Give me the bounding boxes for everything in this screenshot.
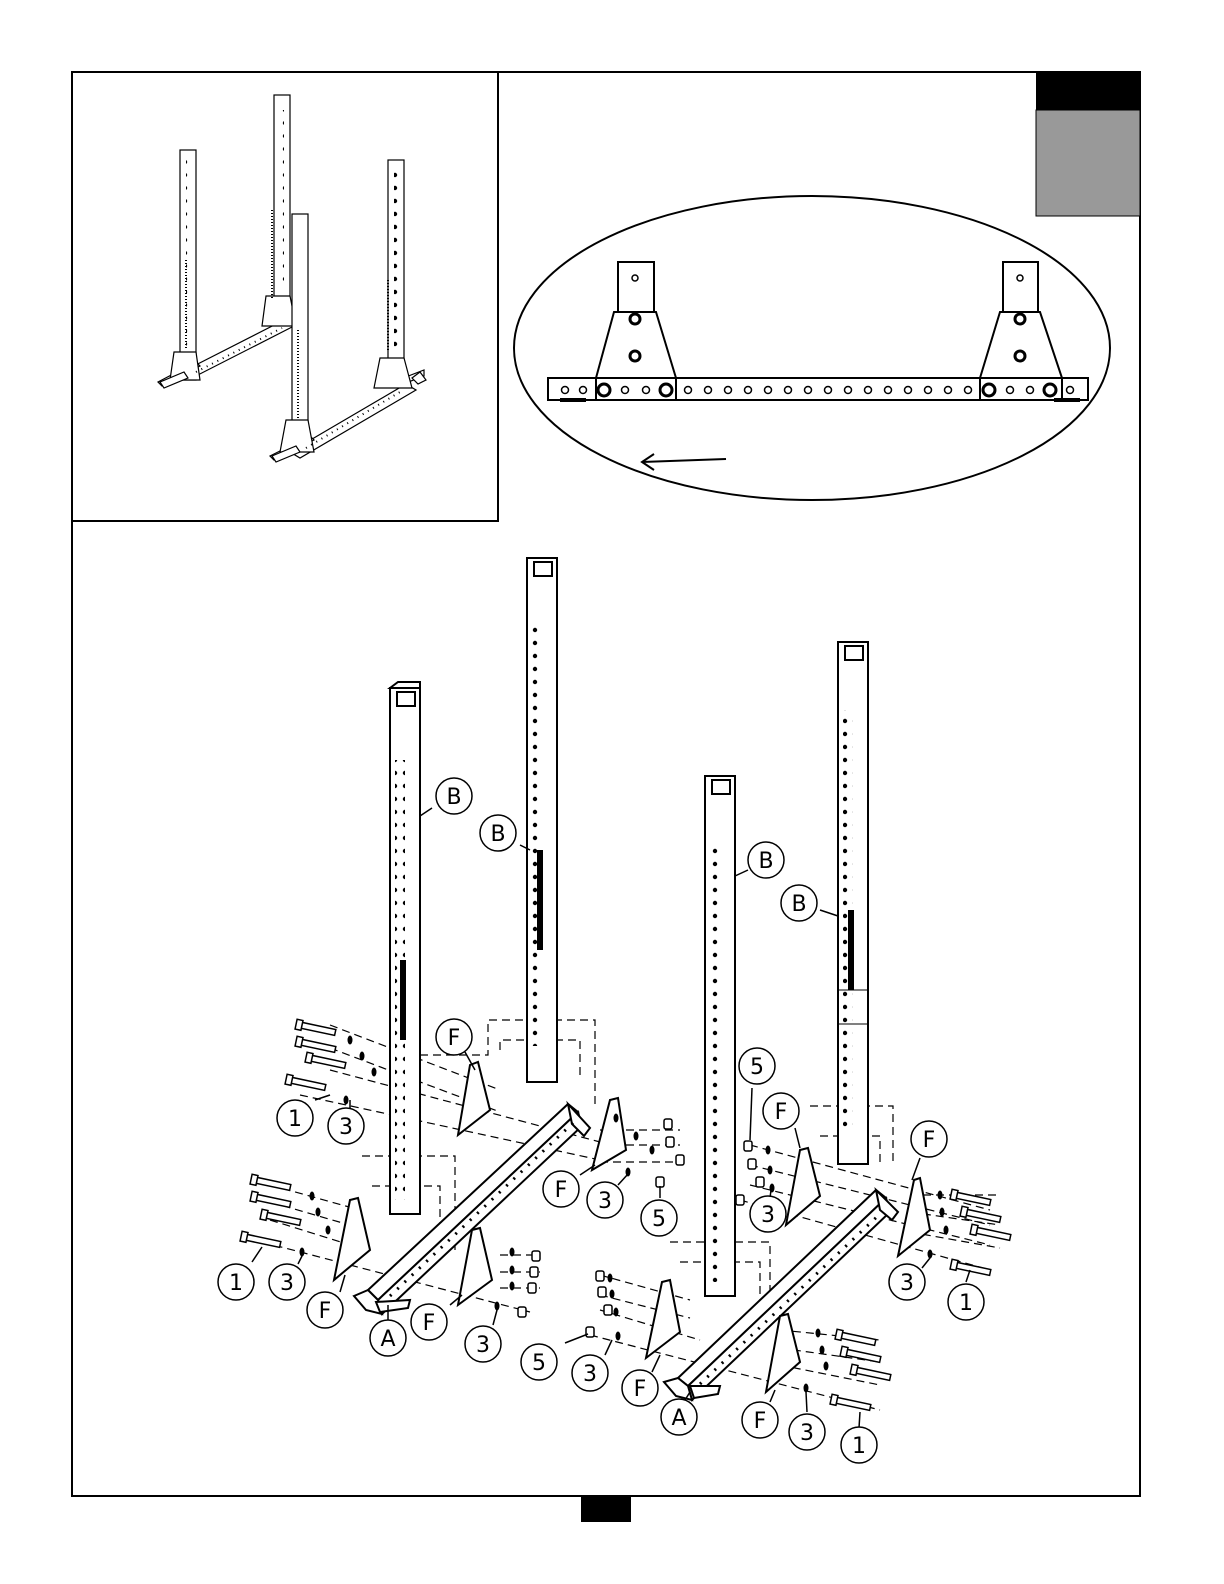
bolt-icon <box>950 1259 991 1277</box>
callout-n3g <box>889 1258 930 1300</box>
page-number-tab <box>581 1496 631 1522</box>
washer-icon <box>510 1266 515 1275</box>
callout-label: B <box>446 785 462 810</box>
left-arrow-icon <box>642 454 726 470</box>
washer-icon <box>766 1146 771 1155</box>
washer-icon <box>614 1308 619 1317</box>
callout-label: 1 <box>959 1291 973 1316</box>
washer-icon <box>816 1329 821 1338</box>
washer-icon <box>940 1208 945 1217</box>
callout-label: 5 <box>532 1351 546 1376</box>
callout-label: 1 <box>852 1434 866 1459</box>
callout-label: 3 <box>339 1115 353 1140</box>
detail-right-upright <box>1003 262 1038 312</box>
callout-label: F <box>422 1311 436 1336</box>
washer-icon <box>510 1248 515 1257</box>
callout-label: A <box>671 1406 687 1431</box>
callout-label: 3 <box>583 1362 597 1387</box>
bolt-icon <box>830 1394 871 1412</box>
washer-icon <box>344 1096 349 1105</box>
callout-label: 3 <box>800 1421 814 1446</box>
callout-b4 <box>781 885 838 921</box>
callout-b1 <box>420 778 472 816</box>
callout-label: 1 <box>288 1107 302 1132</box>
callout-f1 <box>436 1019 475 1070</box>
detail-left-gusset <box>596 312 676 378</box>
callout-n3e <box>572 1340 612 1391</box>
callout-label: F <box>447 1026 461 1051</box>
washer-icon <box>634 1132 639 1141</box>
washer-icon <box>310 1192 315 1201</box>
bolt-icon <box>305 1052 346 1070</box>
nut-icon <box>518 1307 526 1317</box>
callout-b3 <box>735 842 784 878</box>
nut-icon <box>532 1251 540 1261</box>
nut-icon <box>756 1177 764 1187</box>
washer-icon <box>372 1068 377 1077</box>
nut-icon <box>676 1155 684 1165</box>
washer-icon <box>614 1114 619 1123</box>
washer-icon <box>944 1226 949 1235</box>
callout-n3a <box>328 1100 364 1144</box>
post-hole-columns <box>395 626 854 1282</box>
callout-n1b <box>218 1247 262 1300</box>
washer-icon <box>928 1250 933 1259</box>
bolt-icon <box>295 1019 336 1037</box>
callout-label: 3 <box>900 1271 914 1296</box>
callout-n1a <box>277 1095 330 1136</box>
callout-label: F <box>633 1377 647 1402</box>
washer-icon <box>610 1290 615 1299</box>
callout-label: A <box>380 1327 396 1352</box>
callout-label: F <box>753 1409 767 1434</box>
bolt-icon <box>850 1364 891 1382</box>
callout-f7 <box>622 1355 660 1406</box>
washer-icon <box>820 1346 825 1355</box>
nut-icon <box>604 1305 612 1315</box>
callout-label: F <box>318 1299 332 1324</box>
washer-icon <box>316 1208 321 1217</box>
callout-label: B <box>758 849 774 874</box>
washer-icon <box>510 1282 515 1291</box>
detail-view <box>514 196 1110 500</box>
callout-n5a <box>641 1186 677 1236</box>
washer-icon <box>326 1226 331 1235</box>
washer-icon <box>300 1248 305 1257</box>
bolt-icon <box>970 1224 1011 1242</box>
washer-icon <box>360 1052 365 1061</box>
callout-label: 3 <box>476 1333 490 1358</box>
callout-label: 3 <box>761 1203 775 1228</box>
bolt-icon <box>240 1231 281 1249</box>
step-tab <box>1036 72 1140 216</box>
callout-label: 5 <box>652 1207 666 1232</box>
nut-icon <box>596 1271 604 1281</box>
nut-icon <box>748 1159 756 1169</box>
callout-b2 <box>480 815 530 851</box>
callout-n5c <box>739 1048 775 1140</box>
bolt-icon <box>285 1074 326 1092</box>
detail-right-gusset <box>980 312 1062 378</box>
bolt-icon <box>840 1346 881 1364</box>
washer-icon <box>348 1036 353 1045</box>
callout-n3f <box>750 1190 786 1232</box>
nut-icon <box>586 1327 594 1337</box>
washer-icon <box>608 1274 613 1283</box>
assembled-overview-illustration <box>158 95 426 462</box>
bolt-icon <box>250 1191 291 1209</box>
callout-label: 3 <box>280 1271 294 1296</box>
nut-icon <box>656 1177 664 1187</box>
callout-label: F <box>554 1178 568 1203</box>
nut-icon <box>744 1141 752 1151</box>
washer-icon <box>804 1384 809 1393</box>
washer-icon <box>768 1166 773 1175</box>
callout-f8 <box>742 1390 778 1438</box>
callout-label: B <box>791 892 807 917</box>
callout-label: 5 <box>750 1055 764 1080</box>
callout-f5 <box>763 1093 800 1148</box>
bolt-icon <box>260 1209 301 1227</box>
callout-f4 <box>411 1295 462 1340</box>
callout-label: 1 <box>229 1271 243 1296</box>
callout-label: F <box>774 1100 788 1125</box>
nut-icon <box>528 1283 536 1293</box>
callout-n1c <box>948 1270 984 1320</box>
washer-icon <box>650 1146 655 1155</box>
callout-label: F <box>922 1128 936 1153</box>
nut-icon <box>666 1137 674 1147</box>
washer-icon <box>495 1302 500 1311</box>
bolt-icon <box>835 1329 876 1347</box>
nut-icon <box>736 1195 744 1205</box>
washer-icon <box>824 1362 829 1371</box>
bolt-icon <box>250 1174 291 1192</box>
nut-icon <box>530 1267 538 1277</box>
detail-left-upright <box>618 262 654 312</box>
callout-n3b <box>269 1256 305 1300</box>
washer-icon <box>938 1191 943 1200</box>
washer-icon <box>616 1332 621 1341</box>
bolt-icon <box>295 1036 336 1054</box>
callout-f3 <box>307 1275 345 1328</box>
nut-icon <box>598 1287 606 1297</box>
callout-n3c <box>587 1174 628 1218</box>
nut-icon <box>664 1119 672 1129</box>
callout-label: 3 <box>598 1189 612 1214</box>
callout-label: B <box>490 822 506 847</box>
callout-n3d <box>465 1310 501 1362</box>
callout-f6 <box>911 1121 947 1180</box>
callout-n3h <box>789 1392 825 1450</box>
callout-n1d <box>841 1412 877 1463</box>
